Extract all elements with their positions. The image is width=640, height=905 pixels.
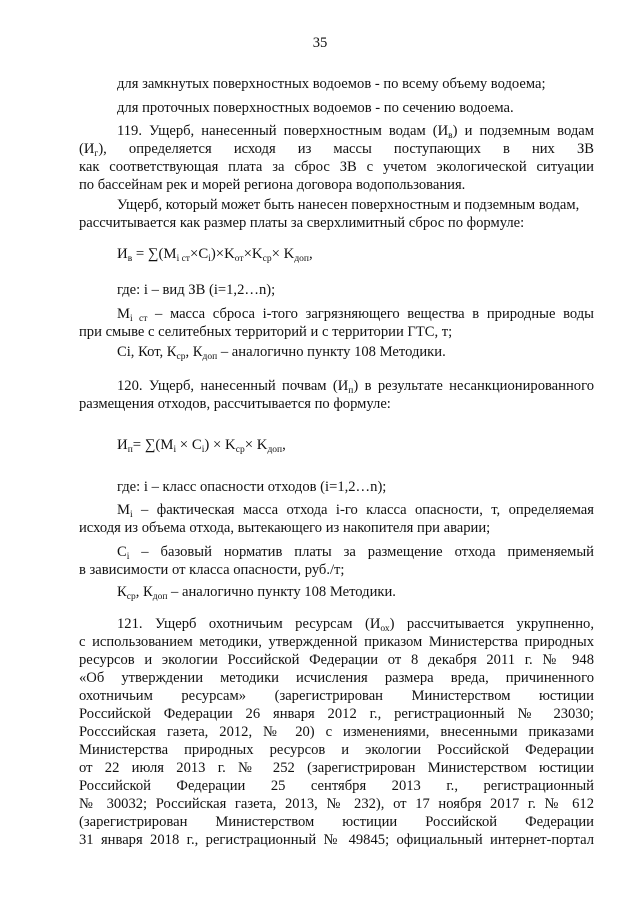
text-line: как соответствующая плата за сброс ЗВ с учетом экологической ситуации	[79, 159, 594, 175]
definition-ci-kot	[79, 343, 594, 361]
formula: $И_в = \sum(M_{i ст}\times C_i)\times K_{от}\times K_{ср}\times K_{доп}$,	[117, 246, 313, 264]
text-line: в зависимости от класса опасности, руб./т;	[79, 562, 345, 578]
text-line: рассчитывается как размер платы за сверхлимитный сброс по формуле:	[79, 215, 525, 231]
text-line: 31 января 2018 г., регистрационный № 49845; официальный интернет-портал	[79, 832, 594, 848]
formula-soil-damage	[79, 436, 594, 454]
text-line: Министерства природных ресурсов и экологии Российской Федерации	[79, 742, 594, 758]
text-line: ресурсов и экологии Российской Федерации от 8 декабря 2011 г. № 948	[79, 652, 594, 668]
definition-ksr	[79, 583, 594, 601]
definition-mi	[79, 501, 594, 537]
text-line: 119. Ущерб, нанесенный поверхностным водам $(И_в)$ и подземным водам	[117, 123, 594, 141]
paragraph-flowing-waters	[79, 99, 594, 117]
text-line: Россcийская газета, 2012, № 20) с изменениями, внесенными приказами	[79, 724, 594, 740]
text-line: 121. Ущерб охотничьим ресурсам $(И_{ох})$ рассчитывается укрупненно,	[117, 616, 594, 634]
definition-mi-st	[79, 305, 594, 341]
text-line: $M_i$ – фактическая масса отхода i-го класса опасности, т, определяемая	[117, 502, 594, 520]
paragraph-closed-waters	[79, 75, 594, 93]
text-line: для проточных поверхностных водоемов - по сечению водоема.	[117, 100, 514, 116]
text-line: где: i – класс опасности отходов (i=1,2…n);	[117, 479, 387, 495]
text-line: $К_{ср}$, $К_{доп}$ – аналогично пункту 108 Методики.	[117, 584, 396, 602]
definition-hazard-class	[79, 478, 594, 496]
text-line: Ущерб, который может быть нанесен поверхностным и подземным водам,	[117, 197, 580, 213]
text-line: $M_{i ст}$ – масса сброса i-того загрязняющего вещества в природные воды	[117, 306, 594, 324]
page-number: 35	[312, 35, 328, 51]
text-line: при смыве с селитебных территорий и с территории ГТС, т;	[79, 324, 453, 340]
text-line: (зарегистрирован Министерством юстиции Российской Федерации	[79, 814, 594, 830]
formula-water-damage	[79, 245, 594, 263]
text-line: $(И_г)$, определяется исходя из массы поступающих в них ЗВ	[79, 141, 594, 159]
paragraph-119	[79, 122, 594, 194]
text-line: № 30032; Российская газета, 2013, № 232), от 17 ноября 2017 г. № 612	[79, 796, 594, 812]
text-line: $C_i$ – базовый норматив платы за размещение отхода применяемый	[117, 544, 594, 562]
paragraph-damage-waters	[79, 196, 594, 232]
text-line: охотничьим ресурсам» (зарегистрирован Министерством юстиции	[79, 688, 594, 704]
text-line: по бассейнам рек и морей региона договора водопользования.	[79, 177, 466, 193]
text-line: размещения отходов, рассчитывается по формуле:	[79, 396, 391, 412]
text-line: с использованием методики, утвержденной приказом Министерства природных	[79, 634, 594, 650]
definition-ci	[79, 543, 594, 579]
paragraph-120	[79, 377, 594, 413]
text-line: для замкнутых поверхностных водоемов - по всему объему водоема;	[117, 76, 546, 92]
text-line: 120. Ущерб, нанесенный почвам $(И_п)$ в результате несанкционированного	[117, 378, 595, 396]
text-line: «Об утверждении методики исчисления размера вреда, причиненного	[79, 670, 594, 686]
text-line: Ci, Кот, $К_{ср}$, $К_{доп}$ – аналогично пункту 108 Методики.	[117, 344, 446, 362]
paragraph-121	[79, 615, 594, 849]
formula: $И_п= \sum(M_i \times C_i) \times K_{ср}\times K_{доп}$,	[117, 437, 286, 455]
definition-i	[79, 281, 594, 299]
text-line: Российской Федерации 26 января 2012 г., регистрационный № 23030;	[79, 706, 594, 722]
text-line: Российской Федерации 25 сентября 2013 г., регистрационный	[79, 778, 594, 794]
text-line: исходя из объема отхода, вытекающего из накопителя при аварии;	[79, 520, 491, 536]
text-line: где: i – вид ЗВ (i=1,2…n);	[117, 282, 276, 298]
text-line: от 22 июля 2013 г. № 252 (зарегистрирован Министерством юстиции	[79, 760, 594, 776]
